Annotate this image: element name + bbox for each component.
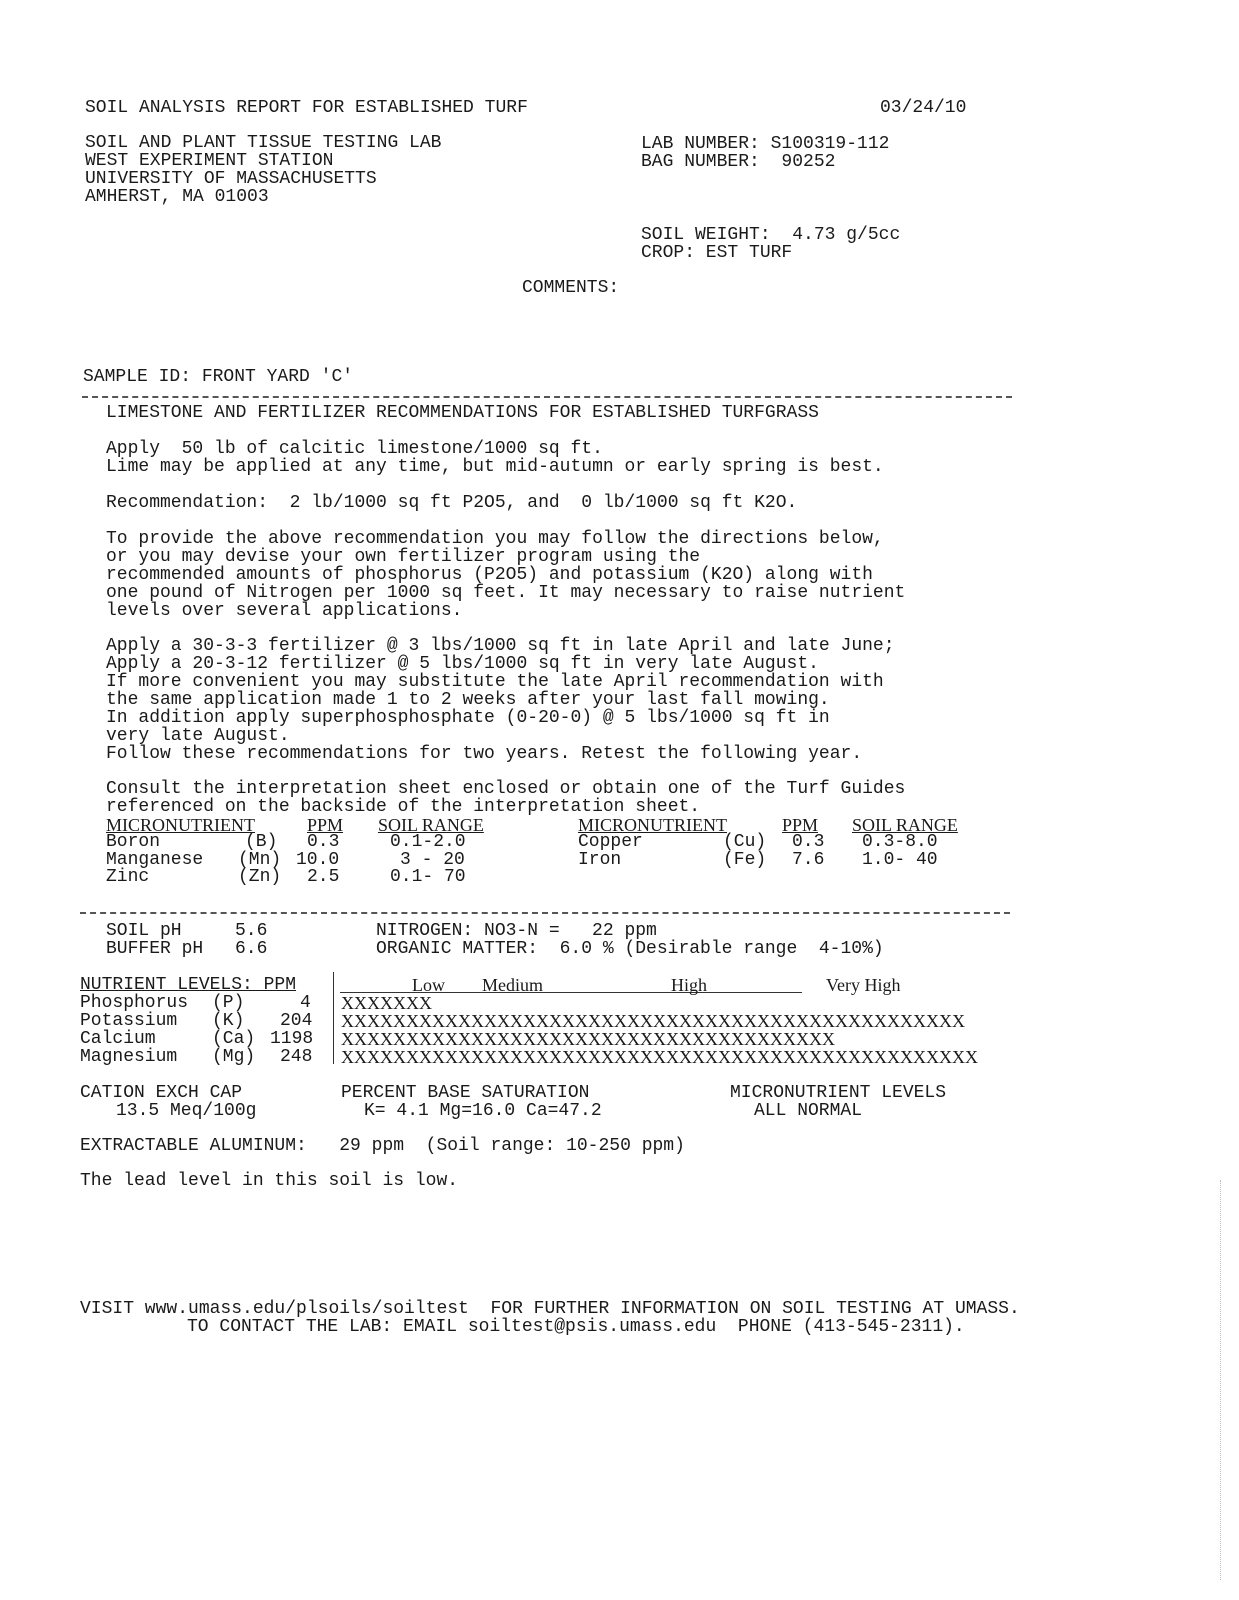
nutrient-header: NUTRIENT LEVELS: PPM <box>80 975 297 995</box>
address-line: UNIVERSITY OF MASSACHUSETTS <box>85 169 377 189</box>
nutrient-ppm: 204 <box>280 1011 313 1031</box>
lead-level: The lead level in this soil is low. <box>80 1171 459 1191</box>
nutrient-name: Potassium <box>80 1011 178 1031</box>
scale-high: High <box>671 975 707 995</box>
micro-name: Manganese <box>106 850 204 870</box>
footer-contact: TO CONTACT THE LAB: EMAIL soiltest@psis.umass.edu PHONE (413-545-2311). <box>187 1317 965 1337</box>
lime-line: Lime may be applied at any time, but mid-autumn or early spring is best. <box>106 457 884 477</box>
nutrient-recommendation: Recommendation: 2 lb/1000 sq ft P2O5, and 0 lb/1000 sq ft K2O. <box>106 493 798 513</box>
micro-symbol: (B) <box>245 832 278 852</box>
micro-head-name: MICRONUTRIENT <box>578 815 727 835</box>
recommendations-heading: LIMESTONE AND FERTILIZER RECOMMENDATIONS FOR ESTABLISHED TURFGRASS <box>106 403 819 423</box>
nutrient-symbol: (Ca) <box>212 1029 256 1049</box>
nutrient-ppm: 4 <box>300 993 311 1013</box>
micronutrient-levels-value: ALL NORMAL <box>754 1101 863 1121</box>
micro-ppm: 7.6 <box>792 850 825 870</box>
micro-symbol: (Zn) <box>238 867 282 887</box>
para-line: Follow these recommendations for two years. Retest the following year. <box>106 744 863 764</box>
nutrient-bar: XXXXXXX <box>341 994 432 1012</box>
soil-weight: SOIL WEIGHT: 4.73 g/5cc <box>641 225 901 245</box>
nutrient-bar: XXXXXXXXXXXXXXXXXXXXXXXXXXXXXXXXXXXXXXXXXXXXXXXXX <box>341 1048 978 1066</box>
para-line: To provide the above recommendation you may follow the directions below, <box>106 529 884 549</box>
para-line: Apply a 30-3-3 fertilizer @ 3 lbs/1000 sq ft in late April and late June; <box>106 636 895 656</box>
para-line: or you may devise your own fertilizer program using the <box>106 547 701 567</box>
cec-label: CATION EXCH CAP <box>80 1083 243 1103</box>
comments-label: COMMENTS: <box>522 278 620 298</box>
scale-very-high: Very High <box>826 975 901 995</box>
nutrient-name: Magnesium <box>80 1047 178 1067</box>
para-line: recommended amounts of phosphorus (P2O5) and potassium (K2O) along with <box>106 565 873 585</box>
cec-value: 13.5 Meq/100g <box>116 1101 257 1121</box>
micro-range: 3 - 20 <box>400 850 465 870</box>
soil-ph-label: SOIL pH <box>106 921 182 941</box>
micro-ppm: 0.3 <box>792 832 825 852</box>
report-date: 03/24/10 <box>880 98 967 118</box>
nutrient-symbol: (P) <box>212 993 245 1013</box>
address-line: SOIL AND PLANT TISSUE TESTING LAB <box>85 133 442 153</box>
scale-low: Low <box>412 975 445 995</box>
scale-underline <box>340 992 802 993</box>
nutrient-ppm: 248 <box>280 1047 313 1067</box>
micro-ppm: 0.3 <box>307 832 340 852</box>
nutrient-bar: XXXXXXXXXXXXXXXXXXXXXXXXXXXXXXXXXXXXXX <box>341 1030 835 1048</box>
micro-range: 0.3-8.0 <box>862 832 938 852</box>
axis-line <box>333 972 334 1064</box>
nutrient-symbol: (Mg) <box>212 1047 256 1067</box>
micronutrient-levels-label: MICRONUTRIENT LEVELS <box>730 1083 947 1103</box>
footer-visit: VISIT www.umass.edu/plsoils/soiltest FOR FURTHER INFORMATION ON SOIL TESTING AT UMASS. <box>80 1299 1020 1319</box>
nutrient-ppm: 1198 <box>270 1029 314 1049</box>
lime-line: Apply 50 lb of calcitic limestone/1000 sq ft. <box>106 439 603 459</box>
micro-symbol: (Fe) <box>723 850 767 870</box>
address-line: WEST EXPERIMENT STATION <box>85 151 334 171</box>
extractable-aluminum: EXTRACTABLE ALUMINUM: 29 ppm (Soil range: 10-250 ppm) <box>80 1136 685 1156</box>
para-line: referenced on the backside of the interpretation sheet. <box>106 797 701 817</box>
nutrient-bar: XXXXXXXXXXXXXXXXXXXXXXXXXXXXXXXXXXXXXXXXXXXXXXXX <box>341 1012 965 1030</box>
nutrient-symbol: (K) <box>212 1011 245 1031</box>
para-line: If more convenient you may substitute the late April recommendation with <box>106 672 884 692</box>
organic-matter: ORGANIC MATTER: 6.0 % (Desirable range 4-10%) <box>376 939 884 959</box>
micro-head-name: MICRONUTRIENT <box>106 815 255 835</box>
address-line: AMHERST, MA 01003 <box>85 187 269 207</box>
nutrient-name: Calcium <box>80 1029 156 1049</box>
para-line: In addition apply superphosphosphate (0-20-0) @ 5 lbs/1000 sq ft in <box>106 708 830 728</box>
micro-head-range: SOIL RANGE <box>852 815 958 835</box>
scan-edge <box>1220 1180 1221 1580</box>
micro-ppm: 2.5 <box>307 867 340 887</box>
crop: CROP: EST TURF <box>641 243 793 263</box>
micro-symbol: (Cu) <box>723 832 767 852</box>
micro-head-ppm: PPM <box>782 815 819 835</box>
micro-head-ppm: PPM <box>307 815 344 835</box>
buffer-ph-value: 6.6 <box>235 939 268 959</box>
para-line: very late August. <box>106 726 290 746</box>
nitrogen: NITROGEN: NO3-N = 22 ppm <box>376 921 657 941</box>
micro-name: Iron <box>578 850 622 870</box>
para-line: one pound of Nitrogen per 1000 sq feet. It may necessary to raise nutrient <box>106 583 906 603</box>
micro-range: 0.1-2.0 <box>390 832 466 852</box>
para-line: Consult the interpretation sheet enclosed or obtain one of the Turf Guides <box>106 779 906 799</box>
base-saturation-value: K= 4.1 Mg=16.0 Ca=47.2 <box>364 1101 602 1121</box>
scale-medium: Medium <box>482 975 543 995</box>
divider <box>80 912 1010 914</box>
micro-ppm: 10.0 <box>296 850 340 870</box>
para-line: levels over several applications. <box>106 601 463 621</box>
micro-head-range: SOIL RANGE <box>378 815 484 835</box>
para-line: Apply a 20-3-12 fertilizer @ 5 lbs/1000 sq ft in very late August. <box>106 654 819 674</box>
micro-symbol: (Mn) <box>238 850 282 870</box>
nutrient-name: Phosphorus <box>80 993 189 1013</box>
report-title: SOIL ANALYSIS REPORT FOR ESTABLISHED TURF <box>85 98 528 118</box>
micro-range: 0.1- 70 <box>390 867 466 887</box>
buffer-ph-label: BUFFER pH <box>106 939 204 959</box>
micro-name: Copper <box>578 832 643 852</box>
soil-ph-value: 5.6 <box>235 921 268 941</box>
base-saturation-label: PERCENT BASE SATURATION <box>341 1083 590 1103</box>
divider <box>82 396 1012 398</box>
micro-name: Zinc <box>106 867 150 887</box>
sample-id: SAMPLE ID: FRONT YARD 'C' <box>83 367 354 387</box>
bag-number: BAG NUMBER: 90252 <box>641 152 836 172</box>
lab-number: LAB NUMBER: S100319-112 <box>641 134 890 154</box>
micro-name: Boron <box>106 832 161 852</box>
micro-range: 1.0- 40 <box>862 850 938 870</box>
para-line: the same application made 1 to 2 weeks after your last fall mowing. <box>106 690 830 710</box>
